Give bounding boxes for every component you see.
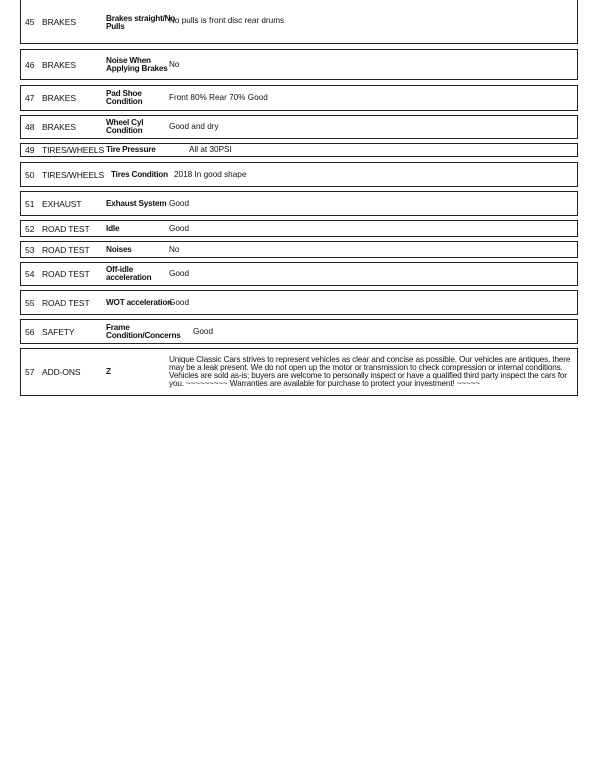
row-item: Frame Condition/Concerns: [106, 322, 181, 340]
table-row: [20, 115, 578, 139]
table-row: [20, 290, 578, 315]
table-row: [20, 0, 578, 44]
row-number: 57: [25, 367, 35, 377]
row-number: 45: [25, 16, 35, 27]
row-value: Unique Classic Cars strives to represent vehicles as clear and concise as possible. Our vehicles are antiques, there may be a leak present. We do not open up the motor or transmission to check compression or internal conditions. Vehicles are sold as-is; buyers are welcome to personally inspect or have a qualified third party inspect the cars for you. ~~~~~~~~~ Warranties are available for purchase to protect your investment! ~~~~~: [169, 355, 571, 388]
row-item: Exhaust System: [106, 198, 167, 208]
row-category: BRAKES: [42, 16, 76, 27]
row-category: ROAD TEST: [42, 223, 90, 234]
table-row: [20, 241, 578, 258]
row-value: Good: [169, 223, 190, 233]
table-row: [20, 220, 578, 237]
row-value: Front 80% Rear 70% Good: [169, 93, 268, 102]
row-number: 47: [25, 93, 35, 103]
table-row: [20, 262, 578, 286]
row-number: 55: [25, 297, 35, 308]
row-category: TIRES/WHEELS: [42, 169, 105, 180]
row-item: Pad Shoe Condition: [106, 89, 143, 106]
row-number: 52: [25, 223, 35, 234]
row-number: 53: [25, 244, 35, 255]
row-number: 49: [25, 145, 35, 155]
row-item: Off-idle acceleration: [106, 265, 152, 282]
row-category: EXHAUST: [42, 198, 82, 209]
row-value: No pulls is front disc rear drums: [169, 16, 285, 25]
row-category: BRAKES: [42, 122, 76, 132]
row-value: Good and dry: [169, 122, 219, 131]
row-number: 56: [25, 326, 35, 337]
row-category: SAFETY: [42, 326, 75, 337]
row-number: 50: [25, 169, 35, 180]
row-value: All at 30PSI: [189, 145, 232, 154]
table-row: [20, 162, 578, 187]
row-value: No: [169, 59, 180, 69]
row-number: 54: [25, 269, 35, 279]
row-category: TIRES/WHEELS: [42, 145, 105, 155]
row-value: No: [169, 244, 180, 254]
table-row: [20, 143, 578, 157]
row-value: Good: [169, 297, 190, 307]
row-value: Good: [169, 269, 190, 278]
row-category: ROAD TEST: [42, 244, 90, 255]
row-value: Good: [169, 198, 190, 208]
row-category: ROAD TEST: [42, 297, 90, 308]
row-item: Brakes straight/No Pulls: [106, 14, 176, 31]
row-item: Tires Condition: [111, 169, 168, 179]
table-row: [20, 348, 578, 396]
row-value: Good: [193, 326, 214, 336]
row-item: Noise When Applying Brakes: [106, 55, 168, 73]
row-item: Z: [106, 367, 111, 376]
row-item: Noises: [106, 244, 132, 254]
table-row: [20, 49, 578, 80]
row-category: ADD-ONS: [42, 367, 81, 377]
row-item: Idle: [106, 223, 120, 233]
row-item: Wheel Cyl Condition: [106, 118, 144, 135]
table-row: [20, 85, 578, 111]
table-row: [20, 191, 578, 216]
row-number: 48: [25, 122, 35, 132]
row-number: 46: [25, 59, 35, 70]
row-item: Tire Pressure: [106, 145, 156, 154]
row-number: 51: [25, 198, 35, 209]
table-row: [20, 319, 578, 344]
row-category: BRAKES: [42, 59, 76, 70]
row-category: BRAKES: [42, 93, 76, 103]
row-value: 2018 In good shape: [174, 169, 247, 179]
row-category: ROAD TEST: [42, 269, 90, 279]
row-item: WOT acceleration: [106, 297, 172, 307]
